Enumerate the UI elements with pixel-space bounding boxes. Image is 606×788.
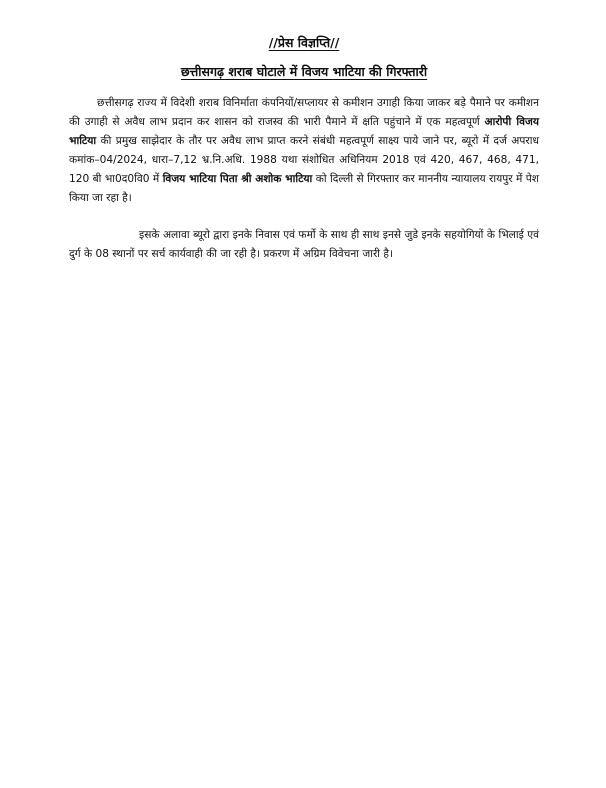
paragraph-2: इसके अलावा ब्यूरो द्वारा इनके निवास एवं फर्मो के साथ ही साथ इनसे जुडे इनके सहयोगियों के भिलाई एवं दुर्ग के 08 स्थानों पर सर्च कार्यवाही की जा रही है। प्रकरण में अग्रिम विवेचना जारी है। bbox=[69, 229, 539, 260]
page-title: छत्तीसगढ़ शराब घोटाले में विजय भाटिया की गिरफ्तारी bbox=[180, 64, 428, 79]
accused-name-highlight: आरोपी विजय भाटिया bbox=[69, 116, 539, 147]
press-release-page bbox=[69, 34, 539, 264]
arrested-person-highlight: विजय भाटिया पिता श्री अशोक भाटिया bbox=[162, 173, 313, 185]
press-release-label: //प्रेस विज्ञप्ति// bbox=[268, 35, 340, 50]
paragraph-1-text-c: को दिल्ली से गिरफ्तार कर माननीय न्यायालय रायपुर में पेश किया जा रहा है। bbox=[69, 173, 540, 204]
paragraph-1-text-a: छत्तीसगढ़ राज्य में विदेशी शराब विनिर्माता कंपनियों/सप्लायर से कमीशन उगाही किया जाकर बड़े पैमाने पर कमीशन की उगाही से अवैध लाभ प्रदान कर शासन को राजस्व की भारी पैमाने में क्षति पहुंचाने में एक महत्वपूर्ण bbox=[69, 97, 539, 128]
paragraph-1 bbox=[69, 94, 539, 208]
paragraph-1-text-b: की प्रमुख साझेदार के तौर पर अवैध लाभ प्राप्त करने संबंधी महत्वपूर्ण साक्ष्य पाये जाने पर, ब्यूरो में दर्ज अपराध कमांक–04/2024, धारा–7,12 भ्र.नि.अधि. 1988 यथा संशोधित अधिनियम 2018 एवं 420, 467, 468, 471, 120 बी भा0द0वि0 में bbox=[69, 135, 539, 185]
